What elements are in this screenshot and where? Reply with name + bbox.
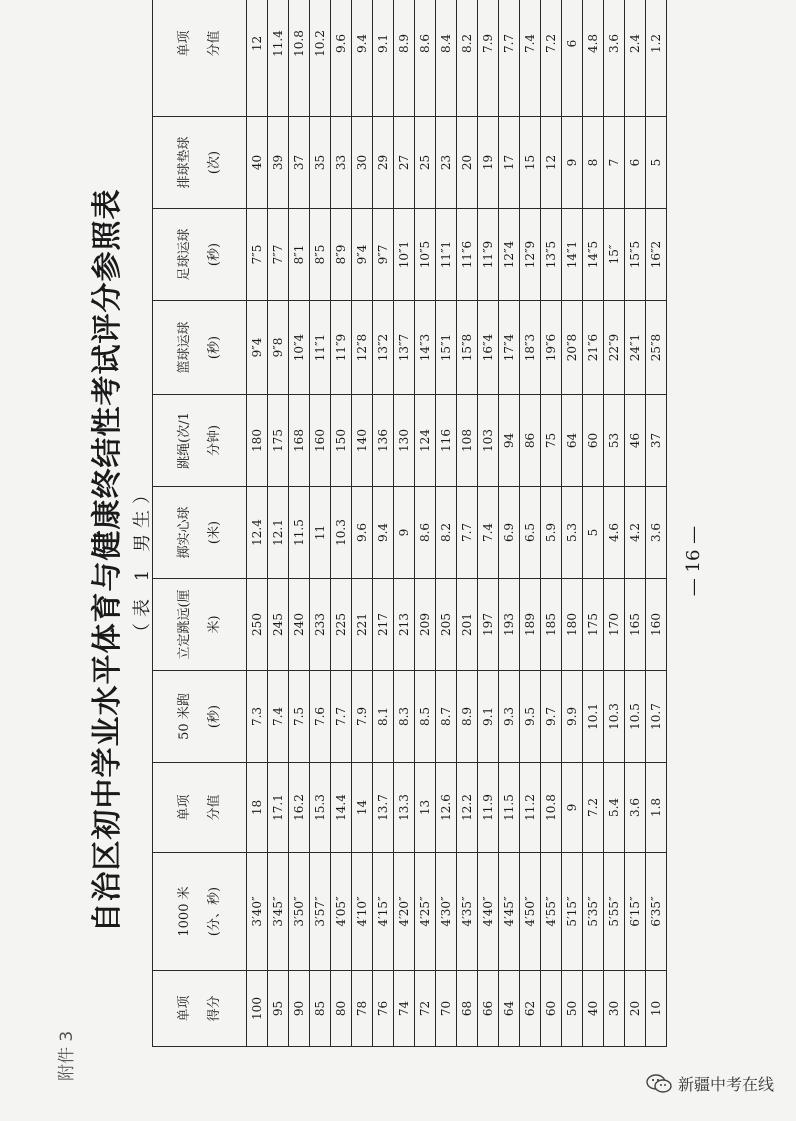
table-row	[583, 0, 604, 1047]
table-cell: 11.4	[268, 0, 289, 117]
table-cell: 18	[247, 763, 268, 853]
watermark-text: 新疆中考在线	[677, 1075, 774, 1094]
table-cell: 8.6	[415, 487, 436, 579]
table-subtitle: （表 1 男生）	[132, 480, 153, 641]
table-cell: 25	[415, 117, 436, 209]
table-cell: 4.2	[625, 487, 646, 579]
table-cell: 39	[268, 117, 289, 209]
table-cell: 180	[562, 579, 583, 671]
table-cell: 14″1	[562, 209, 583, 301]
table-cell: 170	[604, 579, 625, 671]
table-cell: 5.9	[541, 487, 562, 579]
table-cell: 175	[268, 395, 289, 487]
header-cell-bottom: 分值	[206, 794, 222, 821]
table-cell: 86	[520, 395, 541, 487]
table-cell: 3.6	[646, 487, 667, 579]
table-cell: 10.3	[604, 671, 625, 763]
table-cell: 8.5	[415, 671, 436, 763]
header-cell-bottom: 米)	[206, 615, 222, 634]
table-cell: 3.6	[604, 0, 625, 117]
table-cell: 12″4	[499, 209, 520, 301]
table-cell: 6	[625, 117, 646, 209]
table-row	[478, 0, 499, 1047]
table-cell: 10.8	[541, 763, 562, 853]
table-cell: 9.9	[562, 671, 583, 763]
table-cell: 19	[478, 117, 499, 209]
table-cell: 17.1	[268, 763, 289, 853]
table-cell: 11.5	[499, 763, 520, 853]
table-cell: 7.3	[247, 671, 268, 763]
table-cell: 233	[310, 579, 331, 671]
table-cell: 13″7	[394, 301, 415, 395]
header-cell	[153, 579, 247, 671]
table-cell: 24″1	[625, 301, 646, 395]
table-cell: 116	[436, 395, 457, 487]
table-cell: 12.4	[247, 487, 268, 579]
table-cell: 13″2	[373, 301, 394, 395]
table-cell: 100	[247, 971, 268, 1047]
header-cell-top: 掷实心球	[176, 506, 192, 559]
table-cell: 60	[541, 971, 562, 1047]
table-cell: 4′25″	[415, 853, 436, 971]
table-cell: 17	[499, 117, 520, 209]
header-cell-bottom: (米)	[206, 520, 222, 545]
table-cell: 37	[646, 395, 667, 487]
table-cell: 23	[436, 117, 457, 209]
table-cell: 1.8	[646, 763, 667, 853]
table-cell: 108	[457, 395, 478, 487]
table-cell: 8.6	[415, 0, 436, 117]
table-cell: 35	[310, 117, 331, 209]
table-cell: 160	[310, 395, 331, 487]
table-cell: 4′15″	[373, 853, 394, 971]
table-cell: 217	[373, 579, 394, 671]
table-cell: 16″4	[478, 301, 499, 395]
header-cell	[153, 209, 247, 301]
table-row	[646, 0, 667, 1047]
table-cell: 80	[331, 971, 352, 1047]
table-cell: 8.7	[436, 671, 457, 763]
table-cell: 11.5	[289, 487, 310, 579]
table-cell: 21″6	[583, 301, 604, 395]
table-cell: 6.9	[499, 487, 520, 579]
watermark	[646, 1072, 774, 1095]
header-cell-top: 足球运球	[176, 228, 192, 281]
table-row	[604, 0, 625, 1047]
table-cell: 6	[562, 0, 583, 117]
table-cell: 46	[625, 395, 646, 487]
table-cell: 197	[478, 579, 499, 671]
table-cell: 180	[247, 395, 268, 487]
table-cell: 9″7	[373, 209, 394, 301]
table-cell: 9″4	[352, 209, 373, 301]
table-cell: 11.2	[520, 763, 541, 853]
table-cell: 9.4	[373, 487, 394, 579]
table-cell: 7.2	[583, 763, 604, 853]
table-cell: 10″4	[289, 301, 310, 395]
header-cell-top: 单项	[176, 995, 192, 1022]
table-cell: 3′40″	[247, 853, 268, 971]
header-cell-bottom: (秒)	[206, 242, 222, 267]
table-cell: 20″8	[562, 301, 583, 395]
table-row	[625, 0, 646, 1047]
table-cell: 11	[310, 487, 331, 579]
table-cell: 12.2	[457, 763, 478, 853]
header-cell-top: 篮球运球	[176, 321, 192, 374]
table-cell: 12.6	[436, 763, 457, 853]
header-cell	[153, 117, 247, 209]
table-cell: 7.5	[289, 671, 310, 763]
table-cell: 12″8	[352, 301, 373, 395]
table-cell: 5.3	[562, 487, 583, 579]
table-cell: 20	[457, 117, 478, 209]
table-cell: 29	[373, 117, 394, 209]
table-cell: 193	[499, 579, 520, 671]
table-row	[331, 0, 352, 1047]
table-cell: 7.7	[457, 487, 478, 579]
table-cell: 85	[310, 971, 331, 1047]
table-cell: 165	[625, 579, 646, 671]
table-cell: 9	[562, 763, 583, 853]
table-cell: 7.7	[499, 0, 520, 117]
table-row	[562, 0, 583, 1047]
table-cell: 60	[583, 395, 604, 487]
table-cell: 7	[604, 117, 625, 209]
header-cell-top: 单项	[176, 30, 192, 57]
table-cell: 27	[394, 117, 415, 209]
header-cell-top: 50 米跑	[176, 693, 192, 740]
table-cell: 5′15″	[562, 853, 583, 971]
table-cell: 4′30″	[436, 853, 457, 971]
table-cell: 15″8	[457, 301, 478, 395]
table-cell: 9″4	[247, 301, 268, 395]
table-cell: 53	[604, 395, 625, 487]
table-cell: 3′45″	[268, 853, 289, 971]
table-cell: 130	[394, 395, 415, 487]
table-cell: 4′35″	[457, 853, 478, 971]
header-cell-bottom: (秒)	[206, 704, 222, 729]
table-cell: 30	[352, 117, 373, 209]
table-cell: 10.8	[289, 0, 310, 117]
page-number: — 16 —	[683, 525, 704, 597]
table-cell: 124	[415, 395, 436, 487]
table-cell: 7″7	[268, 209, 289, 301]
header-cell	[153, 853, 247, 971]
table-cell: 8.1	[373, 671, 394, 763]
table-cell: 16″2	[646, 209, 667, 301]
table-cell: 10.2	[310, 0, 331, 117]
table-cell: 185	[541, 579, 562, 671]
header-cell-bottom: 分钟)	[206, 424, 222, 457]
table-cell: 9.7	[541, 671, 562, 763]
table-cell: 8″9	[331, 209, 352, 301]
table-row	[520, 0, 541, 1047]
table-row	[289, 0, 310, 1047]
table-cell: 11″9	[478, 209, 499, 301]
table-cell: 240	[289, 579, 310, 671]
table-cell: 13.3	[394, 763, 415, 853]
table-cell: 136	[373, 395, 394, 487]
table-row	[436, 0, 457, 1047]
table-cell: 95	[268, 971, 289, 1047]
table-cell: 7.4	[478, 487, 499, 579]
table-cell: 76	[373, 971, 394, 1047]
table-header-row	[153, 0, 247, 1047]
table-cell: 15″1	[436, 301, 457, 395]
table-cell: 4′05″	[331, 853, 352, 971]
table-cell: 4′10″	[352, 853, 373, 971]
table-cell: 94	[499, 395, 520, 487]
table-cell: 250	[247, 579, 268, 671]
table-cell: 8.2	[436, 487, 457, 579]
table-cell: 16.2	[289, 763, 310, 853]
table-cell: 4′20″	[394, 853, 415, 971]
table-cell: 5	[646, 117, 667, 209]
table-cell: 15	[520, 117, 541, 209]
table-cell: 8	[583, 117, 604, 209]
table-cell: 11.9	[478, 763, 499, 853]
table-cell: 7.9	[352, 671, 373, 763]
table-cell: 5	[583, 487, 604, 579]
table-cell: 2.4	[625, 0, 646, 117]
table-cell: 10″5	[415, 209, 436, 301]
table-row	[352, 0, 373, 1047]
header-cell-bottom: (分、秒)	[206, 886, 222, 937]
table-cell: 7.6	[310, 671, 331, 763]
table-cell: 160	[646, 579, 667, 671]
table-cell: 37	[289, 117, 310, 209]
table-row	[247, 0, 268, 1047]
table-cell: 10.5	[625, 671, 646, 763]
table-cell: 4′50″	[520, 853, 541, 971]
table-cell: 20	[625, 971, 646, 1047]
table-cell: 90	[289, 971, 310, 1047]
table-cell: 12	[247, 0, 268, 117]
table-cell: 14.4	[331, 763, 352, 853]
table-cell: 64	[562, 395, 583, 487]
table-cell: 25″8	[646, 301, 667, 395]
table-cell: 11″6	[457, 209, 478, 301]
table-cell: 201	[457, 579, 478, 671]
table-cell: 13.7	[373, 763, 394, 853]
table-row	[541, 0, 562, 1047]
header-cell	[153, 0, 247, 117]
table-cell: 7.4	[268, 671, 289, 763]
table-cell: 175	[583, 579, 604, 671]
table-cell: 8.3	[394, 671, 415, 763]
table-cell: 17″4	[499, 301, 520, 395]
table-cell: 14″5	[583, 209, 604, 301]
header-cell-bottom: (次)	[206, 150, 222, 175]
table-cell: 66	[478, 971, 499, 1047]
table-cell: 7.2	[541, 0, 562, 117]
table-cell: 213	[394, 579, 415, 671]
table-cell: 18″3	[520, 301, 541, 395]
table-cell: 40	[247, 117, 268, 209]
table-cell: 62	[520, 971, 541, 1047]
table-cell: 3′50″	[289, 853, 310, 971]
table-cell: 6.5	[520, 487, 541, 579]
score-reference-table	[152, 0, 667, 1047]
table-cell: 9.3	[499, 671, 520, 763]
wechat-icon	[646, 1074, 672, 1094]
table-cell: 4.8	[583, 0, 604, 117]
table-cell: 74	[394, 971, 415, 1047]
table-cell: 245	[268, 579, 289, 671]
table-cell: 6′35″	[646, 853, 667, 971]
table-cell: 9	[562, 117, 583, 209]
table-cell: 7″5	[247, 209, 268, 301]
header-cell-top: 1000 米	[176, 886, 192, 937]
table-cell: 150	[331, 395, 352, 487]
table-cell: 12	[541, 117, 562, 209]
table-cell: 10	[646, 971, 667, 1047]
table-cell: 72	[415, 971, 436, 1047]
table-cell: 78	[352, 971, 373, 1047]
table-row	[415, 0, 436, 1047]
document-title: 自治区初中学业水平体育与健康终结性考试评分参照表	[90, 188, 125, 933]
header-cell-top: 排球垫球	[176, 136, 192, 189]
table-cell: 33	[331, 117, 352, 209]
table-cell: 9.6	[352, 487, 373, 579]
table-cell: 168	[289, 395, 310, 487]
header-cell	[153, 301, 247, 395]
table-cell: 8″1	[289, 209, 310, 301]
table-row	[310, 0, 331, 1047]
table-cell: 9.6	[331, 0, 352, 117]
table-cell: 75	[541, 395, 562, 487]
table-cell: 70	[436, 971, 457, 1047]
table-cell: 8.9	[394, 0, 415, 117]
header-cell-bottom: 得分	[206, 995, 222, 1022]
table-cell: 11″9	[331, 301, 352, 395]
table-cell: 9.1	[478, 671, 499, 763]
table-cell: 6′15″	[625, 853, 646, 971]
annex-label: 附件 3	[57, 1030, 77, 1081]
table-cell: 7.7	[331, 671, 352, 763]
table-cell: 10″1	[394, 209, 415, 301]
table-cell: 5′55″	[604, 853, 625, 971]
table-cell: 15.3	[310, 763, 331, 853]
table-cell: 5′35″	[583, 853, 604, 971]
header-cell	[153, 671, 247, 763]
table-cell: 19″6	[541, 301, 562, 395]
header-cell	[153, 763, 247, 853]
table-cell: 30	[604, 971, 625, 1047]
table-body	[247, 0, 667, 1047]
header-cell-top: 跳绳(次/1	[176, 412, 192, 469]
table-cell: 12″9	[520, 209, 541, 301]
table-cell: 13″5	[541, 209, 562, 301]
table-cell: 14	[352, 763, 373, 853]
table-cell: 8.9	[457, 671, 478, 763]
table-cell: 9″8	[268, 301, 289, 395]
table-row	[394, 0, 415, 1047]
table-cell: 7.4	[520, 0, 541, 117]
header-cell	[153, 487, 247, 579]
table-cell: 1.2	[646, 0, 667, 117]
table-cell: 10.7	[646, 671, 667, 763]
table-row	[268, 0, 289, 1047]
table-cell: 8″5	[310, 209, 331, 301]
header-cell-top: 单项	[176, 794, 192, 821]
table-cell: 4′40″	[478, 853, 499, 971]
table-cell: 10.3	[331, 487, 352, 579]
header-cell	[153, 395, 247, 487]
table-cell: 209	[415, 579, 436, 671]
header-cell-top: 立定跳远(厘	[176, 589, 192, 660]
table-cell: 7.9	[478, 0, 499, 117]
table-cell: 4.6	[604, 487, 625, 579]
table-cell: 9.4	[352, 0, 373, 117]
table-cell: 9	[394, 487, 415, 579]
header-cell-bottom: 分值	[206, 30, 222, 57]
table-cell: 5.4	[604, 763, 625, 853]
header-cell-bottom: (秒)	[206, 335, 222, 360]
table-cell: 40	[583, 971, 604, 1047]
table-cell: 11″1	[436, 209, 457, 301]
table-cell: 12.1	[268, 487, 289, 579]
table-cell: 50	[562, 971, 583, 1047]
table-cell: 15″	[604, 209, 625, 301]
table-cell: 68	[457, 971, 478, 1047]
table-cell: 221	[352, 579, 373, 671]
table-cell: 103	[478, 395, 499, 487]
table-cell: 10.1	[583, 671, 604, 763]
table-row	[499, 0, 520, 1047]
table-cell: 14″3	[415, 301, 436, 395]
table-cell: 205	[436, 579, 457, 671]
table-cell: 8.4	[436, 0, 457, 117]
table-cell: 8.2	[457, 0, 478, 117]
table-cell: 15″5	[625, 209, 646, 301]
table-cell: 4′45″	[499, 853, 520, 971]
table-row	[373, 0, 394, 1047]
table-cell: 22″9	[604, 301, 625, 395]
table-cell: 225	[331, 579, 352, 671]
table-cell: 13	[415, 763, 436, 853]
table-cell: 9.1	[373, 0, 394, 117]
table-cell: 64	[499, 971, 520, 1047]
table-cell: 9.5	[520, 671, 541, 763]
table-cell: 3.6	[625, 763, 646, 853]
table-cell: 189	[520, 579, 541, 671]
table-cell: 4′55″	[541, 853, 562, 971]
table-row	[457, 0, 478, 1047]
table-cell: 140	[352, 395, 373, 487]
table-cell: 3′57″	[310, 853, 331, 971]
table-cell: 11″1	[310, 301, 331, 395]
header-cell	[153, 971, 247, 1047]
